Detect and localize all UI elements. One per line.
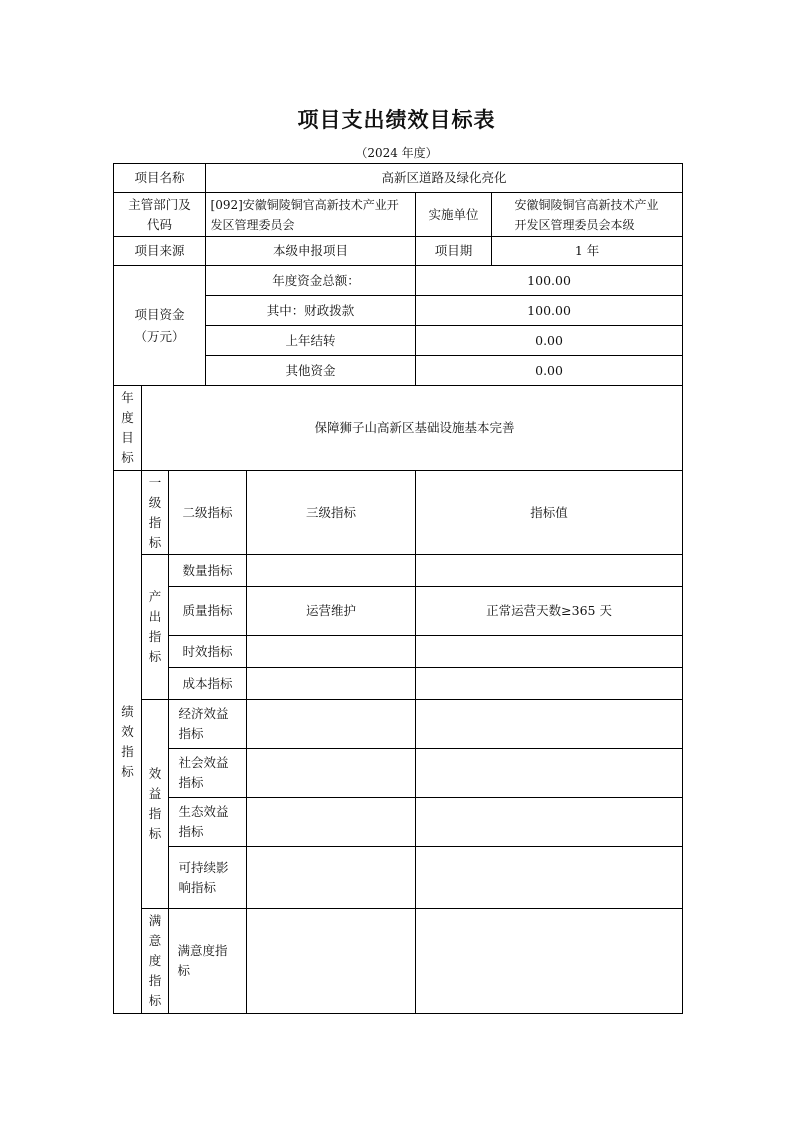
row-project-name: [114, 164, 683, 193]
fund-total-value: 100.00: [416, 266, 683, 296]
fund-other-label: 其他资金: [206, 356, 416, 386]
row-timeliness: [114, 636, 683, 668]
timeliness-value: [416, 636, 683, 668]
goal-text: 保障狮子山高新区基础设施基本完善: [142, 386, 683, 471]
row-ecological: [114, 798, 683, 847]
project-name-value: 高新区道路及绿化亮化: [206, 164, 683, 193]
row-cost: [114, 668, 683, 700]
quantity-value: [416, 555, 683, 587]
row-source: [114, 237, 683, 266]
satisfaction-l3: [247, 909, 416, 1014]
source-value: 本级申报项目: [206, 237, 416, 266]
head-level2: 二级指标: [169, 471, 247, 555]
economic-label: 经济效益指标: [169, 700, 247, 749]
quality-l3: 运营维护: [247, 587, 416, 636]
satisfaction-label: 满意度指标: [169, 909, 247, 1014]
fund-label: 项目资金（万元）: [114, 266, 206, 386]
ecological-value: [416, 798, 683, 847]
performance-table: [113, 163, 683, 1014]
fund-fiscal-value: 100.00: [416, 296, 683, 326]
benefit-label: 效益指标: [142, 700, 169, 909]
goal-label: 年度目标: [114, 386, 142, 471]
sustainable-label: 可持续影响指标: [169, 847, 247, 909]
row-social: [114, 749, 683, 798]
cost-l3: [247, 668, 416, 700]
impl-label: 实施单位: [416, 193, 492, 237]
fund-fiscal-label: 其中：财政拨款: [206, 296, 416, 326]
ecological-label: 生态效益指标: [169, 798, 247, 847]
economic-l3: [247, 700, 416, 749]
row-satisfaction: [114, 909, 683, 1014]
quality-value: 正常运营天数≥365 天: [416, 587, 683, 636]
source-label: 项目来源: [114, 237, 206, 266]
impl-value: 安徽铜陵铜官高新技术产业开发区管理委员会本级: [492, 193, 683, 237]
row-department: [114, 193, 683, 237]
indicators-label: 绩效指标: [114, 471, 142, 1014]
row-quality: [114, 587, 683, 636]
project-name-label: 项目名称: [114, 164, 206, 193]
row-fund-total: [114, 266, 683, 296]
sustainable-l3: [247, 847, 416, 909]
social-label: 社会效益指标: [169, 749, 247, 798]
fund-other-value: 0.00: [416, 356, 683, 386]
head-level1: 一级指标: [142, 471, 169, 555]
row-sustainable: [114, 847, 683, 909]
quantity-label: 数量指标: [169, 555, 247, 587]
row-indicator-header: [114, 471, 683, 555]
cost-value: [416, 668, 683, 700]
row-goal: [114, 386, 683, 471]
period-label: 项目期: [416, 237, 492, 266]
fund-carryover-value: 0.00: [416, 326, 683, 356]
satisfaction-group-label: 满意度指标: [142, 909, 169, 1014]
social-l3: [247, 749, 416, 798]
satisfaction-value: [416, 909, 683, 1014]
row-economic: [114, 700, 683, 749]
timeliness-label: 时效指标: [169, 636, 247, 668]
year-subtitle: （2024 年度）: [355, 146, 438, 160]
sustainable-value: [416, 847, 683, 909]
quality-label: 质量指标: [169, 587, 247, 636]
social-value: [416, 749, 683, 798]
cost-label: 成本指标: [169, 668, 247, 700]
head-value: 指标值: [416, 471, 683, 555]
timeliness-l3: [247, 636, 416, 668]
period-value: 1 年: [492, 237, 683, 266]
row-quantity: [114, 555, 683, 587]
quantity-l3: [247, 555, 416, 587]
dept-label: 主管部门及代码: [114, 193, 206, 237]
ecological-l3: [247, 798, 416, 847]
head-level3: 三级指标: [247, 471, 416, 555]
dept-value: [092]安徽铜陵铜官高新技术产业开发区管理委员会: [206, 193, 416, 237]
output-label: 产出指标: [142, 555, 169, 700]
fund-carryover-label: 上年结转: [206, 326, 416, 356]
fund-total-label: 年度资金总额：: [206, 266, 416, 296]
page-title: 项目支出绩效目标表: [297, 108, 496, 132]
economic-value: [416, 700, 683, 749]
